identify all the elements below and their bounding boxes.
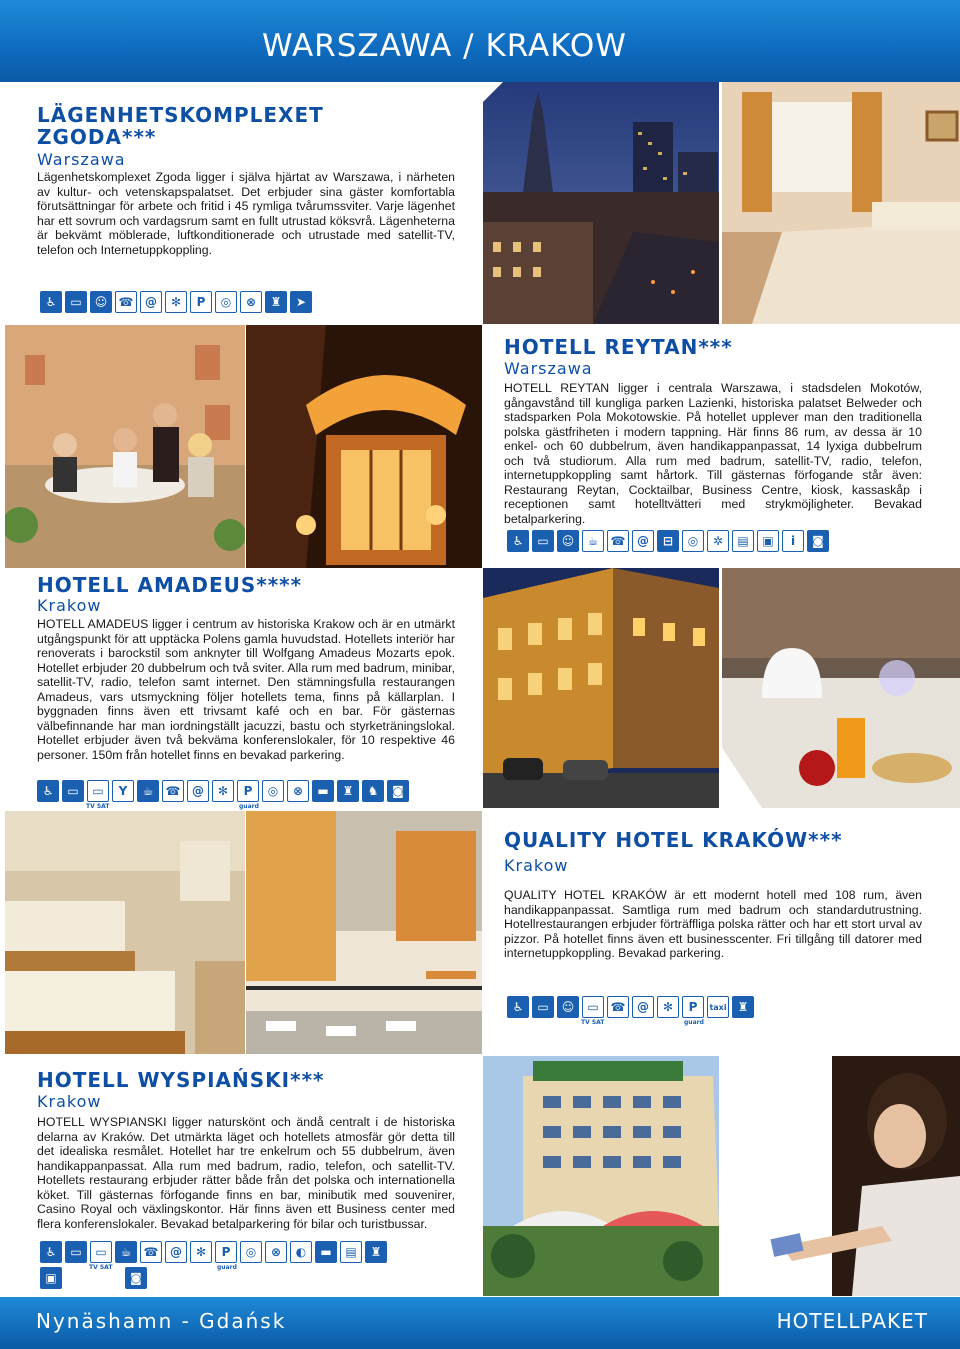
briefcase-icon: ▣ [757,530,779,552]
wheelchair-icon: ♿ [40,1241,62,1263]
hotel-name-line2: ZGODA*** [37,125,157,149]
info-icon: i [782,530,804,552]
hotel-description: QUALITY HOTEL KRAKÓW är ett modernt hotell med 108 rum, även handikappanpassat. Samtliga rum med badrum och standardutrustning. Hotellrestaurangen erbjuder förträffliga polska rätter och har ett stort urval av pizzor. På hotellet finns även ett businesscenter. Fri tillgång till datorer med internetuppkoppling. Bevakad parkering. [504,888,922,960]
hotel-description: HOTELL AMADEUS ligger i centrum av historiska Krakow och är en utmärkt utgångspunkt för att upptäcka Polens gamla huvudstad. Hotellets interiör har renoverats i barockstil som anknyter till Wolfgang Amadeus Mozarts epok. Hotellet erbjuder 20 dubbelrum och två sviter. Alla rum med badrum, minibar, satellit-TV, radio, telefon samt internet. Den stämningsfulla restaurangen Amadeus, vars utsmyckning följer hotellets tema, finns på källarplan. I byggnaden finns även ett trivsamt kafé och en bar. För gästernas välbefinnande har man iordningställt jacuzzi, bastu och styrketräningslokal. Hotellet erbjuder även två bekväma konferenslokaler, för 10 respektive 46 personer. 150m från hotellet finns en bevakad parkering. [37,617,455,762]
safe-icon: ◙ [807,530,829,552]
arrow-icon: ➤ [290,291,312,313]
hotel-description: HOTELL REYTAN ligger i centrala Warszawa, i stadsdelen Mokotów, gångavstånd till kungliga parken Lazienki, historiska palatset Belweder och stadsparken Pola Mokotowskie. På hotellet upplever man den traditionella polska gästfriheten i modern tappning. Här finns 86 rum, av dessa är 10 enkel- och 60 dubbelrum, även handikappanpassat, 14 lyxiga dubbelrum och två studiorum. Alla rum med badrum, satellit-TV, radio, telefon, internetuppkoppling samt hårtork. Till gästernas förfogande står även: Restaurang Reytan, Cocktailbar, Business Centre, kiosk, kassaskåp i receptionen samt hotelltvätteri med strykmöjligheter. Bevakad betalparkering. [504,381,922,526]
tv-icon: ▭ [532,530,554,552]
amenity-icons [507,996,754,1026]
hotel-city: Krakow [37,596,102,615]
guard-label: guard [239,803,259,810]
phone-icon: ☎ [607,996,629,1018]
tv-sat-icon: ▭ TV SAT [87,780,109,802]
hotel-name: HOTELL AMADEUS**** [37,573,303,597]
guard-label: guard [217,1264,237,1271]
radio-icon: ▤ [340,1241,362,1263]
snowflake-icon: ✻ [657,996,679,1018]
wheelchair-icon: ♿ [37,780,59,802]
target-icon: ◎ [215,291,237,313]
tv-sat-icon: ▭ TV SAT [582,996,604,1018]
phone-icon: ☎ [162,780,184,802]
person-icon: ☺ [557,530,579,552]
photo-quality-room [5,811,245,1054]
amenity-icons [37,780,409,810]
target-icon: ◎ [682,530,704,552]
phone-icon: ☎ [115,291,137,313]
photo-wyspianski-facade [483,1056,719,1296]
bed-icon: ▬ [315,1241,337,1263]
phone-icon: ☎ [140,1241,162,1263]
person-icon: ☺ [90,291,112,313]
photo-quality-lobby [246,811,482,1054]
snowflake-icon: ✻ [212,780,234,802]
hotel-city: Warszawa [37,150,126,169]
guarded-parking-icon: P guard [237,780,259,802]
tv-sat-label: TV SAT [581,1019,605,1026]
taxi-label: taxi [709,1002,727,1012]
target-icon: ◎ [262,780,284,802]
taxi-icon [707,996,729,1018]
at-icon: @ [140,291,162,313]
casino-icon: ◐ [290,1241,312,1263]
guarded-parking-icon: P guard [215,1241,237,1263]
amenity-icons [40,291,312,313]
tv-icon: ▭ [62,780,84,802]
photo-zgoda-room [722,82,960,324]
person-icon: ☺ [557,996,579,1018]
briefcase-icon: ▣ [40,1267,62,1289]
cup-icon: ☕ [115,1241,137,1263]
parking-icon: P [190,291,212,313]
waiter-icon: ♜ [732,996,754,1018]
taxi-icon: ⊟ [657,530,679,552]
photo-reytan-entrance [246,325,482,568]
tv-sat-label: TV SAT [86,803,110,810]
cocktail-icon: Y [112,780,134,802]
dining-icon: ⊗ [287,780,309,802]
hotel-description: Lägenhetskomplexet Zgoda ligger i själva hjärtat av Warszawa, i närheten av kultur- och vetenskapspalatset. Det erbjuder sina gäster komfortabla förutsättningar för arbete och fritid i 45 rymliga tvårumssviter. Varje lägenhet har ett sovrum och vardagsrum samt en fullt utrustad köksvrå. Lägenheterna är bekvämt möblerade, luftkonditionerade och utrustade med satellit-TV, telefon och Internetuppkoppling. [37,170,455,257]
hotel-name: HOTELL REYTAN*** [504,335,733,359]
safe-icon: ◙ [125,1267,147,1289]
wheelchair-icon: ♿ [507,530,529,552]
gym-icon: ♞ [362,780,384,802]
footer-route: Nynäshamn - Gdańsk [36,1309,287,1333]
tv-icon: ▭ [65,291,87,313]
waiter-icon: ♜ [337,780,359,802]
hotel-name [37,104,324,148]
at-icon: @ [165,1241,187,1263]
hotel-city: Krakow [37,1092,102,1111]
guarded-parking-icon: P guard [682,996,704,1018]
target-icon: ◎ [240,1241,262,1263]
hotel-city: Warszawa [504,359,593,378]
snowflake-icon: ✻ [165,291,187,313]
photo-warsaw-skyline [483,82,719,324]
photo-receptionist [722,1056,960,1296]
guard-label: guard [684,1019,704,1026]
dining-icon: ⊗ [265,1241,287,1263]
radio-icon: ▤ [732,530,754,552]
cup-icon: ☕ [582,530,604,552]
at-icon: @ [632,996,654,1018]
safe-icon: ◙ [387,780,409,802]
hotel-name: HOTELL WYSPIAŃSKI*** [37,1068,325,1092]
dining-icon: ⊗ [240,291,262,313]
tv-icon: ▭ [532,996,554,1018]
wheelchair-icon: ♿ [40,291,62,313]
at-icon: @ [187,780,209,802]
hotel-city: Krakow [504,856,569,875]
hotel-name: QUALITY HOTEL KRAKÓW*** [504,828,843,852]
wheelchair-icon: ♿ [507,996,529,1018]
tv-icon: ▭ [65,1241,87,1263]
waiter-icon: ♜ [365,1241,387,1263]
hotel-description: HOTELL WYSPIANSKI ligger naturskönt och ändå centralt i de historiska delarna av Kraków. Det utmärkta läget och hotellets atmosfär gör detta till det idealiska resmålet. Hotellet har tre enkelrum och 55 dubbelrum, även handikappanpassat. Alla rum med badrum, radio, telefon, och satellit-TV. Hotellets restaurang erbjuder rätter både från det polska och internationella köket. Till gästernas förfogande finns en bar, minibutik med souvenirer, Casino Royal och växlingskontor. Här finns även ett Business center med flera konferenslokaler. Bevakad betalparkering för bilar och turistbussar. [37,1115,455,1231]
hotel-name-line1: LÄGENHETSKOMPLEXET [37,103,324,127]
waiter-icon: ♜ [265,291,287,313]
photo-terrace [5,325,245,568]
photo-amadeus-street [483,568,719,808]
fan-icon: ✲ [707,530,729,552]
phone-icon: ☎ [607,530,629,552]
bed-icon: ▬ [312,780,334,802]
cup-icon: ☕ [137,780,159,802]
at-icon: @ [632,530,654,552]
footer-section-label: HOTELLPAKET [776,1309,928,1333]
page-title: WARSZAWA / KRAKOW [262,28,627,64]
amenity-icons [40,1241,450,1289]
tv-sat-icon: ▭ TV SAT [90,1241,112,1263]
amenity-icons [507,530,829,552]
tv-sat-label: TV SAT [89,1264,113,1271]
photo-breakfast [722,568,960,808]
snowflake-icon: ✻ [190,1241,212,1263]
